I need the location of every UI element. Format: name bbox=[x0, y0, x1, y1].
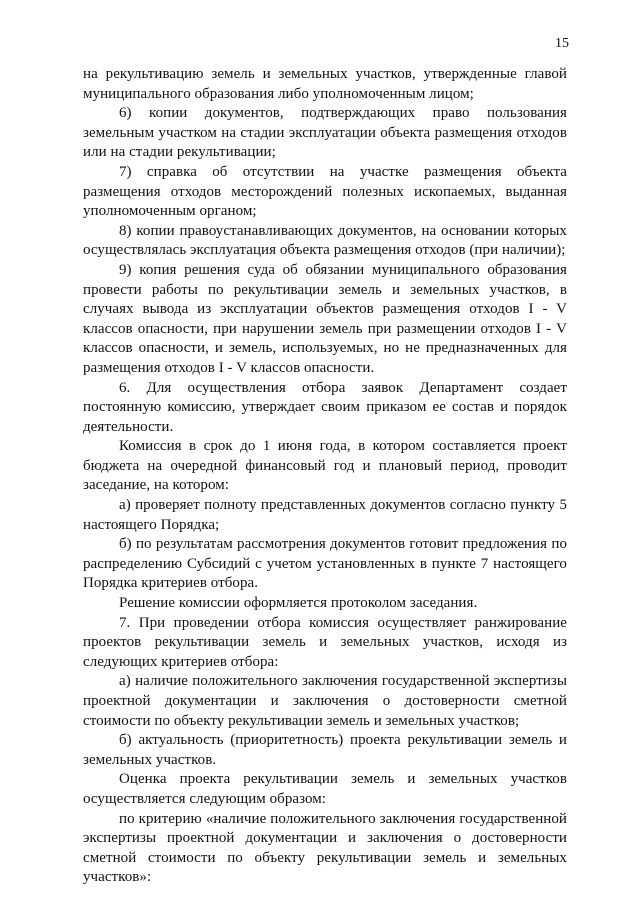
list-item-a-check: а) проверяет полноту представленных документов согласно пункту 5 настоящего Порядка; bbox=[83, 497, 567, 533]
criterion-evaluation-paragraph: по критерию «наличие положительного заключения государственной экспертизы проектной документации и заключения о достоверности сметной стоимости по объекту рекультивации земель и земельных участков»: bbox=[83, 810, 567, 886]
criterion-b: б) актуальность (приоритетность) проекта рекультивации земель и земельных участков. bbox=[83, 732, 567, 768]
section-7-paragraph: 7. При проведении отбора комиссия осуществляет ранжирование проектов рекультивации земель и земельных участков, исходя из следующих критериев отбора: bbox=[83, 614, 567, 670]
list-item-b-proposals: б) по результатам рассмотрения документов готовит предложения по распределению Субсидий с учетом установленных в пункте 7 настоящего Порядка критериев отбора. bbox=[83, 536, 567, 592]
list-item-7: 7) справка об отсутствии на участке размещения объекта размещения отходов месторождений полезных ископаемых, выданная уполномоченным органом; bbox=[83, 163, 567, 220]
list-item-8: 8) копии правоустанавливающих документов, на основании которых осуществлялась эксплуатация объекта размещения отходов (при наличии); bbox=[83, 222, 567, 259]
commission-decision-paragraph: Решение комиссии оформляется протоколом заседания. bbox=[119, 595, 478, 612]
page-number: 15 bbox=[555, 36, 569, 51]
list-item-9: 9) копия решения суда об обязании муниципального образования провести работы по рекультивации земель и земельных участков, в случаях вывода из эксплуатации объектов размещения отходов I - V классов опасности, при нарушении земель при размещении отходов I - V классов опасности, и земель, используемых, но не предназначенных для размещения отходов I - V классов опасности. bbox=[83, 261, 567, 376]
evaluation-paragraph: Оценка проекта рекультивации земель и земельных участков осуществляется следующим образом: bbox=[83, 771, 567, 807]
section-6-paragraph: 6. Для осуществления отбора заявок Департамент создает постоянную комиссию, утверждает своим приказом ее состав и порядок деятельности. bbox=[83, 379, 567, 435]
document-body bbox=[83, 65, 567, 888]
list-item-6: 6) копии документов, подтверждающих право пользования земельным участком на стадии эксплуатации объекта размещения отходов или на стадии рекультивации; bbox=[83, 105, 567, 161]
criterion-a: а) наличие положительного заключения государственной экспертизы проектной документации и заключения о достоверности сметной стоимости по объекту рекультивации земель и земельных участков; bbox=[83, 673, 567, 729]
paragraph-continuation: на рекультивацию земель и земельных участков, утвержденные главой муниципального образования либо уполномоченным лицом; bbox=[83, 66, 567, 102]
commission-deadline-paragraph: Комиссия в срок до 1 июня года, в котором составляется проект бюджета на очередной финансовый год и плановый период, проводит заседание, на котором: bbox=[83, 438, 567, 494]
